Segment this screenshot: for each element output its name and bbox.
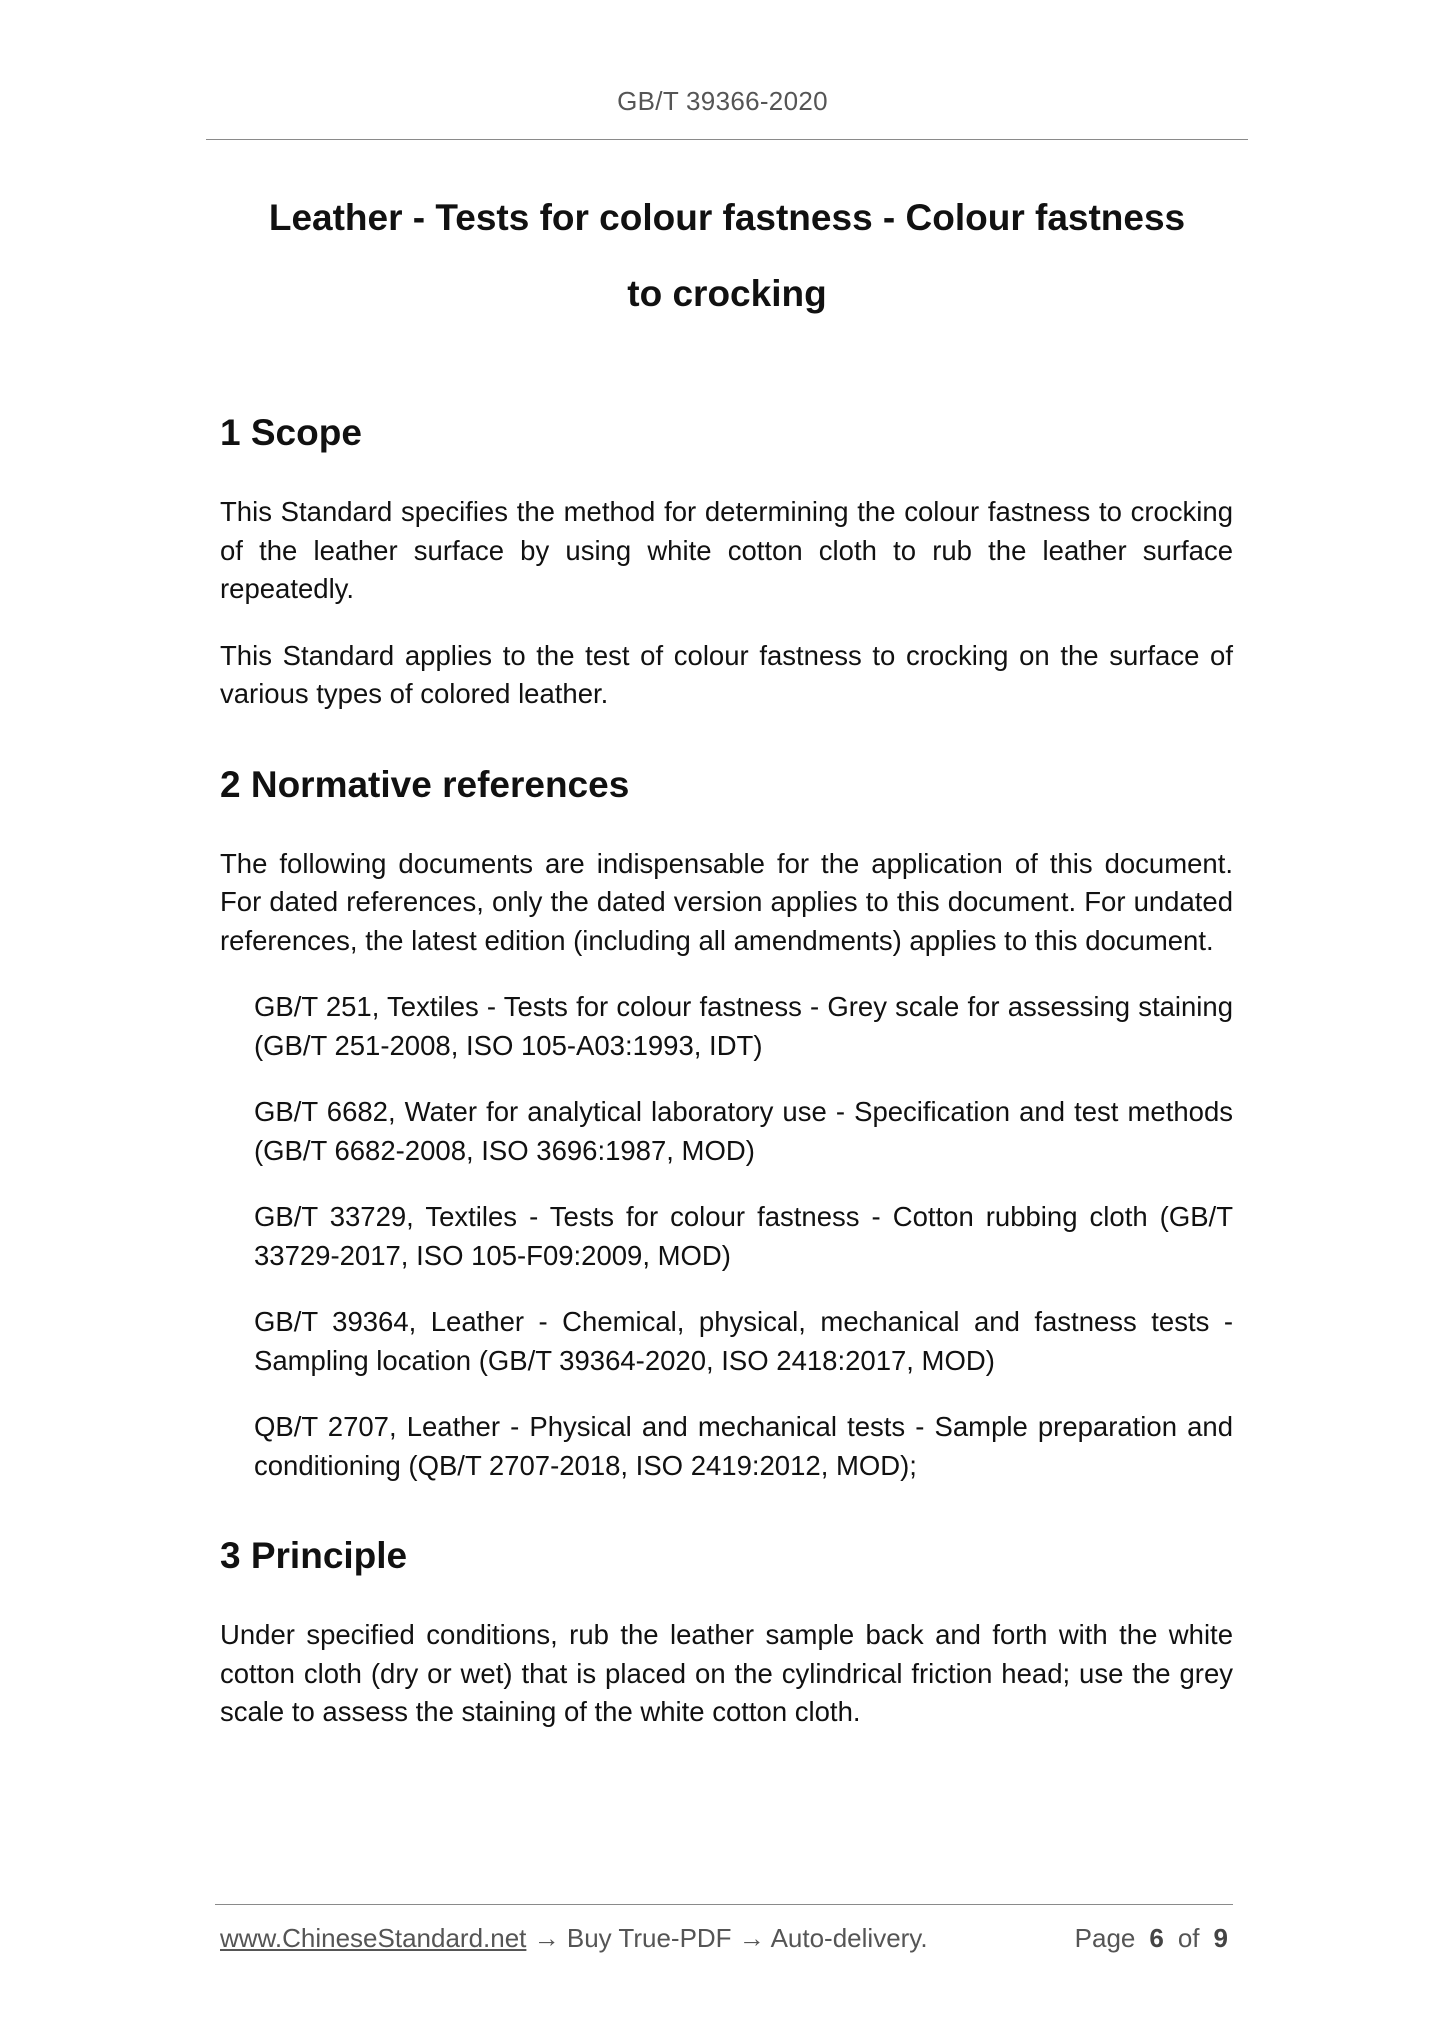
document-title [206,180,1248,332]
footer-tagline: → Buy True-PDF → Auto-delivery. [526,1923,928,1953]
section-heading-scope: 1 Scope [220,412,362,453]
page-label: Page [1074,1923,1136,1953]
page-of-label: of [1177,1923,1200,1953]
normative-references-intro: The following documents are indispensable for the application of this document. For dated references, only the dated version applies to this document. For undated references, the latest edition (including all amendments) applies to this document. [220,847,1233,956]
section-scope [220,408,1233,714]
footer-divider [215,1904,1233,1905]
document-body [220,408,1233,1732]
reference-item: GB/T 39364, Leather - Chemical, physical, mechanical and fastness tests - Sampling location (GB/T 39364-2020, ISO 2418:2017, MOD) [254,1306,1233,1376]
reference-item: GB/T 6682, Water for analytical laboratory use - Specification and test methods (GB/T 6682-2008, ISO 3696:1987, MOD) [254,1096,1233,1166]
section-normative-references [220,760,1233,1486]
section-heading-normative-references: 2 Normative references [220,763,630,805]
reference-list [220,988,1233,1485]
current-page-number: 6 [1149,1923,1164,1953]
scope-paragraph-2: This Standard applies to the test of colour fastness to crocking on the surface of various types of colored leather. [220,639,1233,709]
page-number [1075,1920,1228,1956]
principle-paragraph-1: Under specified conditions, rub the leather sample back and forth with the white cotton cloth (dry or wet) that is placed on the cylindrical friction head; use the grey scale to assess the staining of the white cotton cloth. [220,1619,1233,1727]
reference-item: GB/T 251, Textiles - Tests for colour fastness - Grey scale for assessing staining (GB/T 251-2008, ISO 105-A03:1993, IDT) [254,991,1233,1061]
reference-item: QB/T 2707, Leather - Physical and mechanical tests - Sample preparation and conditioning (QB/T 2707-2018, ISO 2419:2012, MOD); [254,1411,1233,1481]
section-principle [220,1531,1233,1732]
footer-promo [220,1920,928,1956]
document-title-line-2: to crocking [627,273,827,314]
section-heading-principle: 3 Principle [220,1535,408,1576]
header-divider [206,139,1248,140]
document-title-line-1: Leather - Tests for colour fastness - Colour fastness [268,197,1186,238]
website-link[interactable]: www.ChineseStandard.net [220,1923,527,1953]
scope-paragraph-1: This Standard specifies the method for determining the colour fastness to crocking of the leather surface by using white cotton cloth to rub the leather surface repeatedly. [220,496,1233,604]
reference-item: GB/T 33729, Textiles - Tests for colour fastness - Cotton rubbing cloth (GB/T 33729-2017, ISO 105-F09:2009, MOD) [254,1201,1233,1271]
total-pages-number: 9 [1213,1923,1228,1953]
running-header: GB/T 39366-2020 [617,86,828,116]
